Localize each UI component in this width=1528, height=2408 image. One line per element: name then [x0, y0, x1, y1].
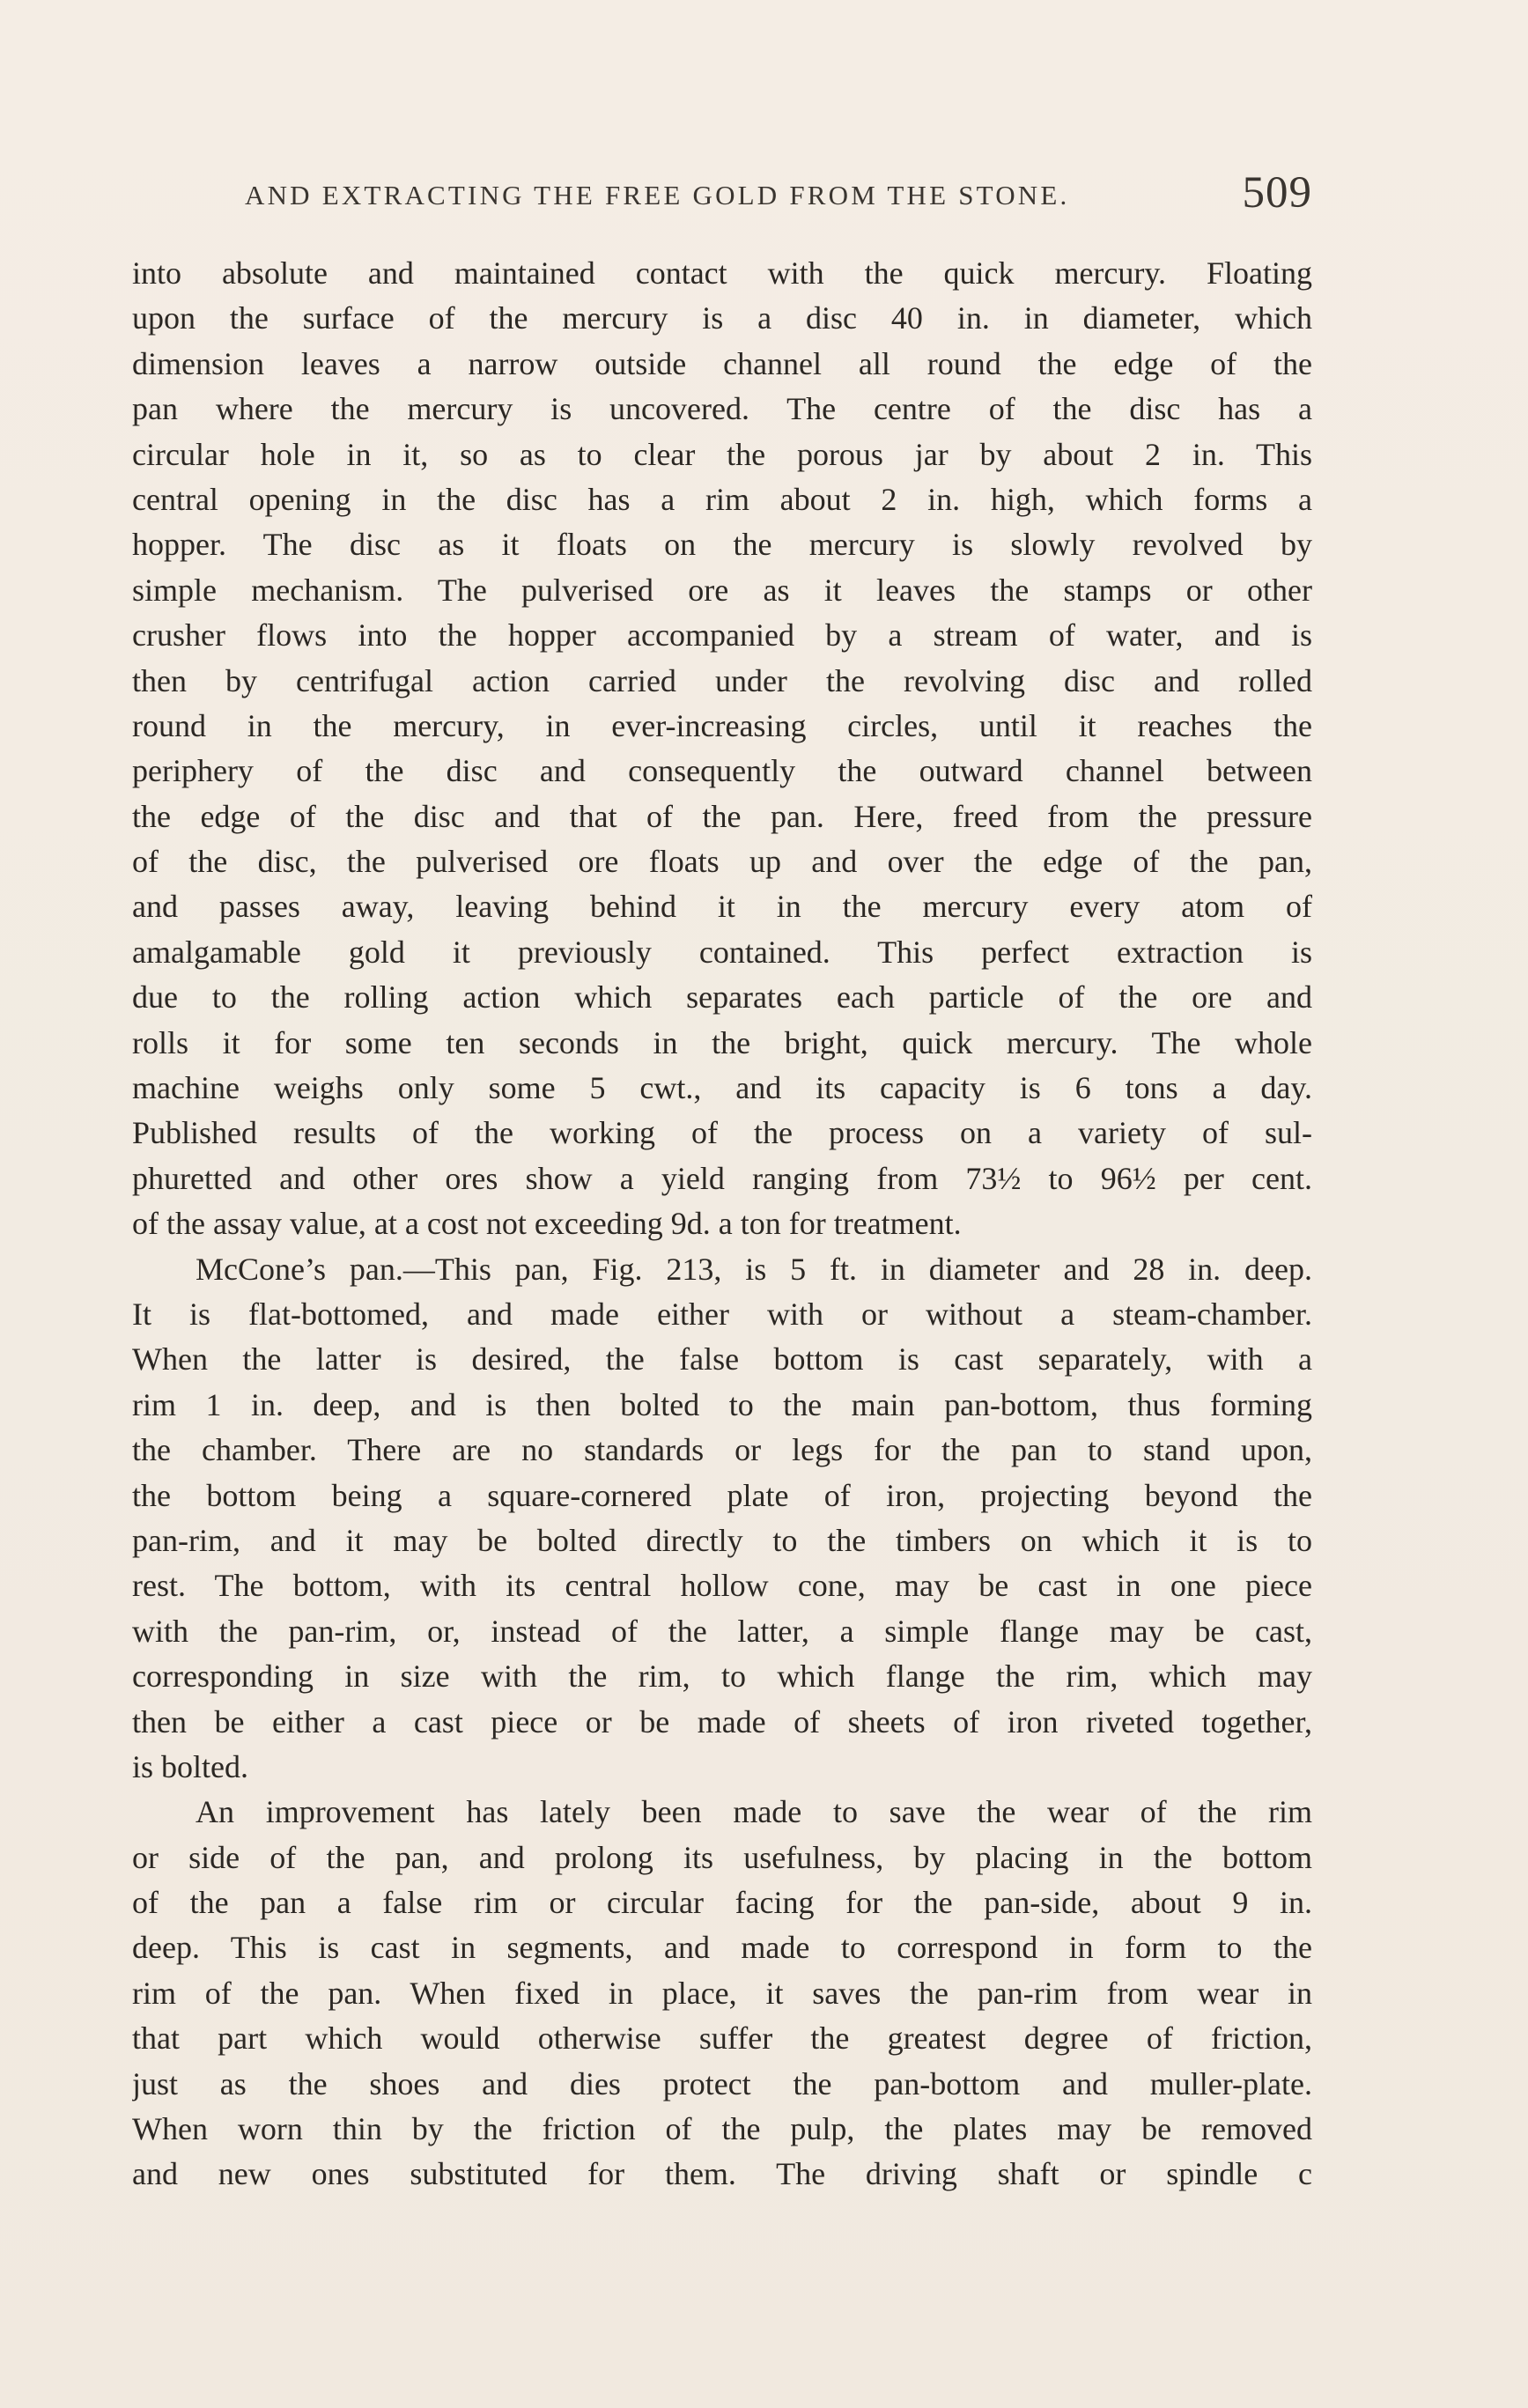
text-line: and passes away, leaving behind it in the mercury every atom of [132, 889, 1312, 925]
text-line: central opening in the disc has a rim about 2 in. high, which forms a [132, 481, 1312, 517]
text-line: rim 1 in. deep, and is then bolted to the main pan-bottom, thus forming [132, 1386, 1312, 1422]
running-head: AND EXTRACTING THE FREE GOLD FROM THE STONE. [245, 180, 1070, 211]
page-header [132, 168, 1312, 233]
paragraph-end-line: is bolted. [132, 1748, 248, 1784]
text-line: hopper. The disc as it floats on the mercury is slowly revolved by [132, 527, 1312, 563]
text-line: pan-rim, and it may be bolted directly to the timbers on which it is to [132, 1522, 1312, 1558]
paragraph-start-line: McCone’s pan.—This pan, Fig. 213, is 5 ft. in diameter and 28 in. deep. [196, 1251, 1312, 1287]
text-line: Published results of the working of the process on a variety of sul- [132, 1115, 1312, 1151]
text-line: due to the rolling action which separates each particle of the ore and [132, 979, 1312, 1016]
text-line: amalgamable gold it previously contained. This perfect extraction is [132, 934, 1312, 970]
text-line: into absolute and maintained contact with the quick mercury. Floating [132, 255, 1312, 291]
text-line: corresponding in size with the rim, to which flange the rim, which may [132, 1658, 1312, 1695]
text-line: that part which would otherwise suffer the greatest degree of friction, [132, 2020, 1312, 2057]
text-line: the edge of the disc and that of the pan. Here, freed from the pressure [132, 798, 1312, 834]
text-line: of the disc, the pulverised ore floats up and over the edge of the pan, [132, 844, 1312, 880]
text-line: crusher flows into the hopper accompanied by a stream of water, and is [132, 617, 1312, 654]
paragraph-start-line: An improvement has lately been made to save the wear of the rim [196, 1794, 1312, 1830]
paragraph-end-line: of the assay value, at a cost not exceeding 9d. a ton for treatment. [132, 1206, 962, 1242]
text-line: and new ones substituted for them. The driving shaft or spindle c [132, 2156, 1312, 2192]
text-line: rim of the pan. When fixed in place, it saves the pan-rim from wear in [132, 1975, 1312, 2011]
text-line: It is flat-bottomed, and made either with or without a steam-chamber. [132, 1296, 1312, 1332]
text-line: just as the shoes and dies protect the pan-bottom and muller-plate. [132, 2065, 1312, 2101]
text-line: dimension leaves a narrow outside channel all round the edge of the [132, 345, 1312, 381]
text-line: When worn thin by the friction of the pulp, the plates may be removed [132, 2111, 1312, 2147]
text-line: machine weighs only some 5 cwt., and its capacity is 6 tons a day. [132, 1070, 1312, 1106]
text-line: When the latter is desired, the false bottom is cast separately, with a [132, 1341, 1312, 1378]
text-line: rest. The bottom, with its central hollow cone, may be cast in one piece [132, 1568, 1312, 1604]
text-line: with the pan-rim, or, instead of the latter, a simple flange may be cast, [132, 1613, 1312, 1649]
text-line: circular hole in it, so as to clear the porous jar by about 2 in. This [132, 436, 1312, 472]
page-number: 509 [1242, 168, 1312, 218]
text-line: or side of the pan, and prolong its usefulness, by placing in the bottom [132, 1839, 1312, 1875]
text-line: periphery of the disc and consequently the outward channel between [132, 753, 1312, 789]
text-line: deep. This is cast in segments, and made to correspond in form to the [132, 1930, 1312, 1966]
text-line: then by centrifugal action carried under the revolving disc and rolled [132, 662, 1312, 698]
text-line: rolls it for some ten seconds in the bright, quick mercury. The whole [132, 1024, 1312, 1060]
text-line: round in the mercury, in ever-increasing circles, until it reaches the [132, 707, 1312, 743]
text-line: upon the surface of the mercury is a disc 40 in. in diameter, which [132, 300, 1312, 336]
text-line: the bottom being a square-cornered plate of iron, projecting beyond the [132, 1477, 1312, 1513]
text-line: pan where the mercury is uncovered. The centre of the disc has a [132, 391, 1312, 427]
text-line: then be either a cast piece or be made of sheets of iron riveted together, [132, 1703, 1312, 1740]
text-line: the chamber. There are no standards or legs for the pan to stand upon, [132, 1432, 1312, 1468]
body-text [132, 251, 1312, 2197]
text-line: phuretted and other ores show a yield ranging from 73½ to 96½ per cent. [132, 1160, 1312, 1196]
text-line: of the pan a false rim or circular facing for the pan-side, about 9 in. [132, 1885, 1312, 1921]
text-line: simple mechanism. The pulverised ore as it leaves the stamps or other [132, 572, 1312, 608]
